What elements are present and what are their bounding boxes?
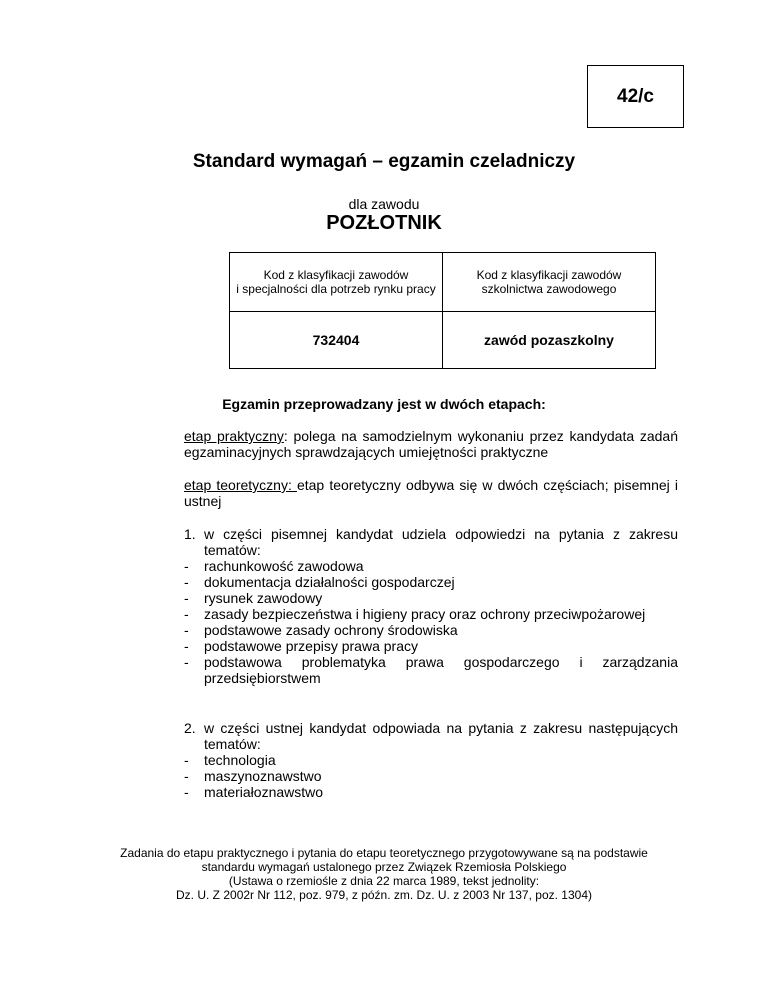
list-item-text: podstawowe przepisy prawa pracy [204, 638, 418, 654]
codes-header-right-line2: szkolnictwa zawodowego [481, 282, 617, 296]
codes-header-right [443, 253, 656, 312]
theoretical-stage-text: etap teoretyczny odbywa się w dwóch częściach; pisemnej i ustnej [184, 477, 678, 509]
list-item-text: technologia [204, 752, 276, 768]
codes-table-value-row [230, 312, 656, 369]
practical-stage-paragraph [184, 428, 678, 460]
list-item [184, 784, 678, 800]
document-code-box [587, 65, 684, 128]
list-item-text: materiałoznawstwo [204, 784, 324, 800]
written-part-number: 1. [184, 526, 196, 542]
list-item [184, 752, 678, 768]
list-item-text: rachunkowość zawodowa [204, 558, 364, 574]
footer-line-2: standardu wymagań ustalonego przez Związek Rzemiosła Polskiego [201, 860, 567, 874]
list-item-text: podstawowa problematyka prawa gospodarczego i zarządzania przedsiębiorstwem [204, 654, 678, 686]
oral-part-number: 2. [184, 720, 196, 736]
theoretical-stage-label: etap teoretyczny: [184, 477, 297, 493]
written-part-intro-text: w części pisemnej kandydat udziela odpowiedzi na pytania z zakresu tematów: [204, 526, 678, 558]
written-part-intro [184, 526, 678, 558]
footer-line-3: (Ustawa o rzemiośle z dnia 22 marca 1989, tekst jednolity: [228, 874, 540, 888]
codes-header-left-line2: i specjalności dla potrzeb rynku pracy [236, 282, 436, 296]
list-item [184, 574, 678, 590]
practical-stage-text: : polega na samodzielnym wykonaniu przez kandydata zadań egzaminacyjnych sprawdzających umiejętności praktyczne [184, 428, 678, 460]
codes-header-left [230, 253, 443, 312]
list-item [184, 654, 678, 686]
list-item [184, 768, 678, 784]
document-code: 42/c [617, 85, 654, 107]
written-part-section [184, 526, 678, 686]
list-bullet: - [184, 752, 189, 768]
list-bullet: - [184, 784, 189, 800]
list-item-text: rysunek zawodowy [204, 590, 323, 606]
occupation-code: 732404 [230, 312, 443, 369]
list-item [184, 638, 678, 654]
list-bullet: - [184, 574, 189, 590]
oral-part-intro [184, 720, 678, 752]
codes-table-header-row [230, 253, 656, 312]
list-bullet: - [184, 558, 189, 574]
practical-stage-label: etap praktyczny [184, 428, 284, 444]
list-item [184, 558, 678, 574]
list-bullet: - [184, 654, 189, 670]
oral-part-section [184, 720, 678, 800]
footer-line-4: Dz. U. Z 2002r Nr 112, poz. 979, z późn. zm. Dz. U. z 2003 Nr 137, poz. 1304) [176, 888, 592, 902]
list-item [184, 590, 678, 606]
list-item [184, 622, 678, 638]
footer-line-1: Zadania do etapu praktycznego i pytania do etapu teoretycznego przygotowywane są na podstawie [120, 846, 648, 860]
list-item-text: maszynoznawstwo [204, 768, 322, 784]
list-bullet: - [184, 768, 189, 784]
document-title: Standard wymagań – egzamin czeladniczy [192, 151, 576, 172]
document-subtitle: dla zawodu [348, 196, 420, 212]
list-item-text: zasady bezpieczeństwa i higieny pracy oraz ochrony przeciwpożarowej [204, 606, 646, 622]
profession-name: POZŁOTNIK [326, 212, 442, 234]
school-code: zawód pozaszkolny [443, 312, 656, 369]
list-item-text: dokumentacja działalności gospodarczej [204, 574, 455, 590]
codes-header-left-line1: Kod z klasyfikacji zawodów [263, 268, 409, 282]
list-item [184, 606, 678, 622]
exam-heading: Egzamin przeprowadzany jest w dwóch etapach: [222, 396, 546, 412]
list-bullet: - [184, 590, 189, 606]
theoretical-stage-paragraph [184, 477, 678, 509]
codes-header-right-line1: Kod z klasyfikacji zawodów [476, 268, 622, 282]
list-bullet: - [184, 638, 189, 654]
codes-table [229, 252, 656, 369]
list-bullet: - [184, 606, 189, 622]
list-bullet: - [184, 622, 189, 638]
list-item-text: podstawowe zasady ochrony środowiska [204, 622, 458, 638]
footer-note [0, 846, 768, 902]
oral-part-intro-text: w części ustnej kandydat odpowiada na pytania z zakresu następujących tematów: [204, 720, 678, 752]
